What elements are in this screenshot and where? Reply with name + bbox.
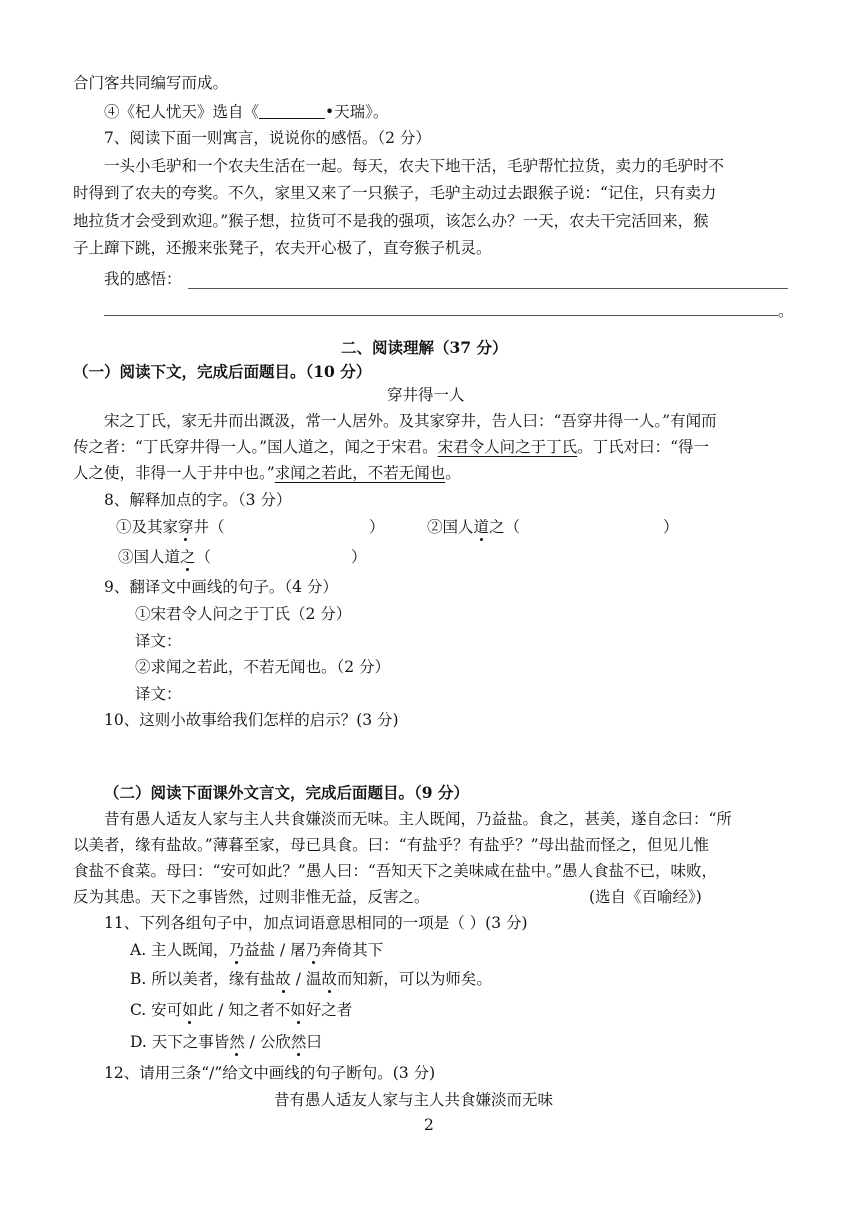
text-line: 合门客共同编写而成。 <box>73 74 229 92</box>
dotted-char: 之 <box>180 548 196 566</box>
page-number: 2 <box>424 1116 434 1134</box>
answer-line[interactable] <box>104 315 778 316</box>
fill-blank[interactable] <box>259 104 325 119</box>
q11-option-b[interactable]: B. 所以美者，缘有盐故 / 温故而知新，可以为师矣。 <box>130 970 492 988</box>
dotted-char: 乃 <box>228 941 245 959</box>
passage-line: 人之使，非得一人于井中也。”求闻之若此，不若无闻也。 <box>73 464 461 482</box>
passage-line: 食盐不食菜。母曰：“安可如此？”愚人曰：“吾知天下之美味咸在盐中。”愚人食盐不已，味败， <box>73 862 717 880</box>
fable-line: 地拉货才会受到欢迎。”猴子想，拉货可不是我的强项，该怎么办？一天，农夫干完活回来，猴 <box>73 212 709 230</box>
fable-line: 一头小毛驴和一个农夫生活在一起。每天，农夫下地干活，毛驴帮忙拉货，卖力的毛驴时不 <box>104 157 725 175</box>
dotted-char: 如 <box>182 1001 198 1019</box>
q8-item-3: ③国人道之（ <box>118 548 212 566</box>
dotted-char: 穿 <box>178 518 194 536</box>
question-10: 10、这则小故事给我们怎样的启示？(3 分) <box>104 711 399 729</box>
answer-line[interactable] <box>188 288 788 289</box>
q9-translation-label: 译文： <box>135 685 182 703</box>
passage-source: (选自《百喻经》) <box>589 888 702 906</box>
question-6-item-4: ④《杞人忧天》选自《 •天瑞》。 <box>104 103 389 121</box>
q8-item-2: ②国人道之（ <box>427 518 521 536</box>
fable-line: 子上蹿下跳，还搬来张凳子，农夫开心极了，直夸猴子机灵。 <box>73 239 492 257</box>
q8-item-1-close: ） <box>369 518 385 536</box>
question-12: 12、请用三条“/”给文中画线的句子断句。(3 分) <box>104 1064 436 1082</box>
q9-item-1: ①宋君令人问之于丁氏（2 分） <box>135 605 352 623</box>
section-2-heading: 二、阅读理解（37 分） <box>341 338 508 357</box>
question-7: 7、阅读下面一则寓言，说说你的感悟。（2 分） <box>104 129 431 147</box>
q9-item-2: ②求闻之若此，不若无闻也。（2 分） <box>135 658 391 676</box>
q8-item-1: ①及其家穿井（ <box>116 518 225 536</box>
q8-item-3-close: ） <box>351 548 367 566</box>
q9-translation-label: 译文： <box>135 632 182 650</box>
passage-line: 昔有愚人适友人家与主人共食嫌淡而无味。主人既闻，乃益盐。食之，甚美，遂自念曰：“所 <box>104 810 732 828</box>
part-1-heading: （一）阅读下文，完成后面题目。（10 分） <box>73 362 372 381</box>
q12-sentence: 昔有愚人适友人家与主人共食嫌淡而无味 <box>274 1091 554 1109</box>
dotted-char: 如 <box>290 1001 306 1019</box>
passage-line: 以美者，缘有盐故。”薄暮至家，母已具食。曰：“有盐乎？有盐乎？”母出盐而怪之，但见儿惟 <box>73 836 710 854</box>
passage-line: 宋之丁氏，家无井而出溉汲，常一人居外。及其家穿井，告人曰：“吾穿井得一人。”有闻而 <box>104 412 717 430</box>
period-mark: 。 <box>778 302 794 320</box>
question-8: 8、解释加点的字。（3 分） <box>104 491 292 509</box>
q11-option-a[interactable]: A. 主人既闻，乃益盐 / 屠乃奔倚其下 <box>130 941 384 959</box>
q11-option-d[interactable]: D. 天下之事皆然 / 公欣然曰 <box>130 1033 322 1051</box>
q11-option-c[interactable]: C. 安可如此 / 知之者不如好之者 <box>130 1001 353 1019</box>
dotted-char: 然 <box>229 1033 245 1051</box>
dotted-char: 故 <box>275 970 291 988</box>
passage-line: 反为其患。天下之事皆然，过则非惟无益，反害之。 <box>73 888 430 906</box>
underlined-sentence-1: 宋君令人问之于丁氏 <box>437 438 578 456</box>
question-9: 9、翻译文中画线的句子。（4 分） <box>104 578 338 596</box>
dotted-char: 故 <box>321 970 337 988</box>
dotted-char: 乃 <box>305 941 322 959</box>
dotted-char: 道 <box>473 518 490 536</box>
dotted-char: 然 <box>290 1033 307 1051</box>
part-2-heading: （二）阅读下面课外文言文，完成后面题目。（9 分） <box>104 783 469 802</box>
passage-line: 传之者：“丁氏穿井得一人。”国人道之，闻之于宋君。宋君令人问之于丁氏。丁氏对曰：“得一 <box>73 438 710 456</box>
fable-line: 时得到了农夫的夸奖。不久，家里又来了一只猴子，毛驴主动过去跟猴子说：“记住，只有卖力 <box>73 184 717 202</box>
q8-item-2-close: ） <box>663 518 679 536</box>
feeling-label: 我的感悟： <box>104 270 182 288</box>
passage-title: 穿井得一人 <box>387 386 465 404</box>
question-11: 11、下列各组句子中，加点词语意思相同的一项是（ ）(3 分) <box>104 914 528 932</box>
underlined-sentence-2: 求闻之若此，不若无闻也 <box>274 464 446 482</box>
